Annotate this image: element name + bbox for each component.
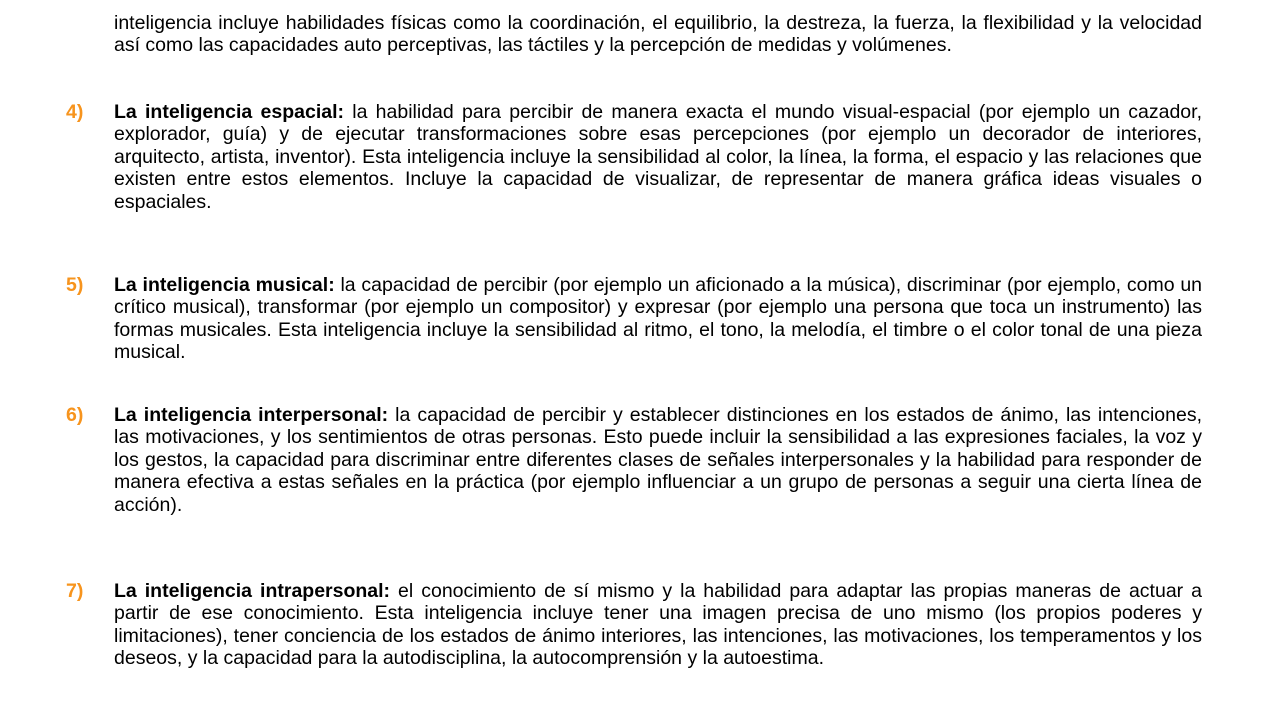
item-term: La inteligencia intrapersonal:: [114, 580, 391, 602]
item-term: La inteligencia musical:: [114, 274, 335, 296]
item-paragraph: [114, 101, 1202, 213]
item-text: la capacidad de percibir y establecer distinciones en los estados de ánimo, las intenciones, las motivaciones, y los sentimientos de otras personas. Esto puede incluir la sensibilidad a las expresiones faciales, la voz y los gestos, la capacidad para discriminar entre diferentes clases de señales interpersonales y la habilidad para responder de manera efectiva a estas señales en la práctica (por ejemplo influenciar a un grupo de personas a seguir una cierta línea de acción).: [114, 404, 1202, 516]
intro-paragraph: inteligencia incluye habilidades físicas como la coordinación, el equilibrio, la destreza, la fuerza, la flexibilidad y la velocidad así como las capacidades auto perceptivas, las táctiles y la percepción de medidas y volúmenes.: [114, 12, 1202, 57]
item-term: La inteligencia interpersonal:: [114, 404, 389, 426]
item-text: la capacidad de percibir (por ejemplo un aficionado a la música), discriminar (por ejemplo, como un crítico musical), transformar (por ejemplo un compositor) y expresar (por ejemplo una persona que toca un instrumento) las formas musicales. Esta inteligencia incluye la sensibilidad al ritmo, el tono, la melodía, el timbre o el color tonal de una pieza musical.: [114, 274, 1203, 364]
item-number: 6): [66, 404, 84, 426]
item-text: el conocimiento de sí mismo y la habilidad para adaptar las propias maneras de actuar a partir de ese conocimiento. Esta inteligencia incluye tener una imagen precisa de uno mismo (los propios poderes y limitaciones), tener conciencia de los estados de ánimo interiores, las intenciones, las motivaciones, los temperamentos y los deseos, y la capacidad para la autodisciplina, la autocomprensión y la autoestima.: [114, 580, 1202, 670]
item-number: 7): [66, 580, 84, 602]
item-text: la habilidad para percibir de manera exacta el mundo visual-espacial (por ejemplo un cazador, explorador, guía) y de ejecutar transformaciones sobre esas percepciones (por ejemplo un decorador de interiores, arquitecto, artista, inventor). Esta inteligencia incluye la sensibilidad al color, la línea, la forma, el espacio y las relaciones que existen entre estos elementos. Incluye la capacidad de visualizar, de representar de manera gráfica ideas visuales o espaciales.: [114, 101, 1202, 213]
item-paragraph: [114, 274, 1202, 364]
item-term: La inteligencia espacial:: [114, 101, 344, 123]
item-number: 4): [66, 101, 84, 123]
item-paragraph: [114, 404, 1202, 516]
item-number: 5): [66, 274, 84, 296]
item-paragraph: [114, 580, 1202, 670]
